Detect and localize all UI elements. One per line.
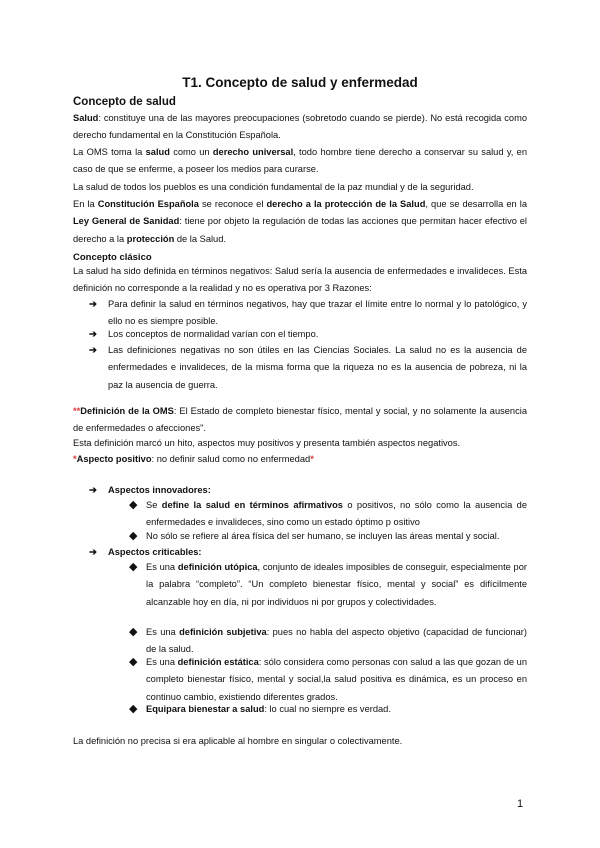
list-item: ◆ Es una definición subjetiva: pues no habla del aspecto objetivo (capacidad de funcionar) de la salud. bbox=[129, 626, 527, 655]
paragraph-aspecto-positivo: *Aspecto positivo: no definir salud como no enfermedad* bbox=[73, 454, 314, 464]
list-item: ◆ Es una definición utópica, conjunto de ideales imposibles de conseguir, especialmente por la palabra “completo”. “Un completo bienestar físico, mental y social” es difícilmente alcanzable hoy en día, ni por individuos ni por grupos y colectividades. bbox=[129, 561, 527, 607]
list-item: ➔ Las definiciones negativas no son útiles en las Ciencias Sociales. La salud no es la ausencia de enfermedades e invalideces, de la misma forma que la riqueza no es la ausencia de pobreza, ni la paz la ausencia de guerra. bbox=[89, 342, 527, 394]
section-heading-concepto-salud: Concepto de salud bbox=[73, 96, 176, 108]
paragraph-oms: La OMS toma la salud como un derecho universal, todo hombre tiene derecho a conservar su salud y, en caso de que se enferme, a poseer los medios para curarse. bbox=[73, 147, 528, 175]
list-item: ◆ Es una definición estática: sólo considera como personas con salud a las que gozan de un completo bienestar físico, mental y social,la salud positiva es dinámica, es un proceso en continuo cambio, existiendo diferentes grados. bbox=[129, 656, 527, 702]
diamond-icon: ◆ bbox=[129, 530, 138, 542]
list-item-aspectos-innovadores: ➔ Aspectos innovadores: bbox=[89, 482, 527, 499]
paragraph-paz: La salud de todos los pueblos es una condición fundamental de la paz mundial y de la seguridad. bbox=[73, 182, 474, 192]
list-item: ◆ Se define la salud en términos afirmativos o positivos, no sólo como la ausencia de enfermedades e invalideces, sino como un estado óptimo p ositivo bbox=[129, 499, 527, 528]
paragraph-concepto-clasico: La salud ha sido definida en términos negativos: Salud sería la ausencia de enfermedades e invalideces. Esta definición no corresponde a la realidad y no es operativa por 3 Razones: bbox=[73, 266, 527, 294]
diamond-icon: ◆ bbox=[129, 703, 138, 715]
paragraph-closing: La definición no precisa si era aplicable al hombre en singular o colectivamente. bbox=[73, 736, 403, 746]
paragraph-salud: Salud: constituye una de las mayores preocupaciones (sobretodo cuando se pierde). No está recogida como derecho fundamental en la Constitución Española. bbox=[73, 113, 527, 141]
list-item: ➔ Para definir la salud en términos negativos, hay que trazar el límite entre lo normal y lo patológico, y ello no es siempre posible. bbox=[89, 296, 527, 331]
diamond-icon: ◆ bbox=[129, 626, 138, 638]
list-item: ◆ Equipara bienestar a salud: lo cual no siempre es verdad. bbox=[129, 701, 527, 718]
page-number: 1 bbox=[517, 798, 524, 810]
arrow-icon: ➔ bbox=[89, 299, 97, 309]
section-heading-concepto-clasico: Concepto clásico bbox=[73, 252, 152, 263]
arrow-icon: ➔ bbox=[89, 547, 97, 557]
paragraph-constitucion: En la Constitución Española se reconoce el derecho a la protección de la Salud, que se desarrolla en la Ley General de Sanidad: tiene por objeto la regulación de todas las acciones que permitan hacer efectivo el derecho a la protección de la Salud. bbox=[73, 199, 528, 244]
arrow-icon: ➔ bbox=[89, 485, 97, 495]
list-item: ◆ No sólo se refiere al área física del ser humano, se incluyen las áreas mental y social. bbox=[129, 528, 527, 545]
paragraph-hito: Esta definición marcó un hito, aspectos muy positivos y presenta también aspectos negativos. bbox=[73, 438, 461, 448]
diamond-icon: ◆ bbox=[129, 499, 138, 511]
page-title: T1. Concepto de salud y enfermedad bbox=[182, 75, 418, 90]
arrow-icon: ➔ bbox=[89, 345, 97, 355]
arrow-icon: ➔ bbox=[89, 329, 97, 339]
paragraph-definicion-oms: **Definición de la OMS: El Estado de completo bienestar físico, mental y social, y no solamente la ausencia de enfermedades o afecciones". bbox=[73, 406, 527, 434]
list-item: ➔ Los conceptos de normalidad varían con el tiempo. bbox=[89, 326, 527, 343]
diamond-icon: ◆ bbox=[129, 561, 138, 573]
diamond-icon: ◆ bbox=[129, 656, 138, 668]
list-item-aspectos-criticables: ➔ Aspectos criticables: bbox=[89, 544, 527, 561]
